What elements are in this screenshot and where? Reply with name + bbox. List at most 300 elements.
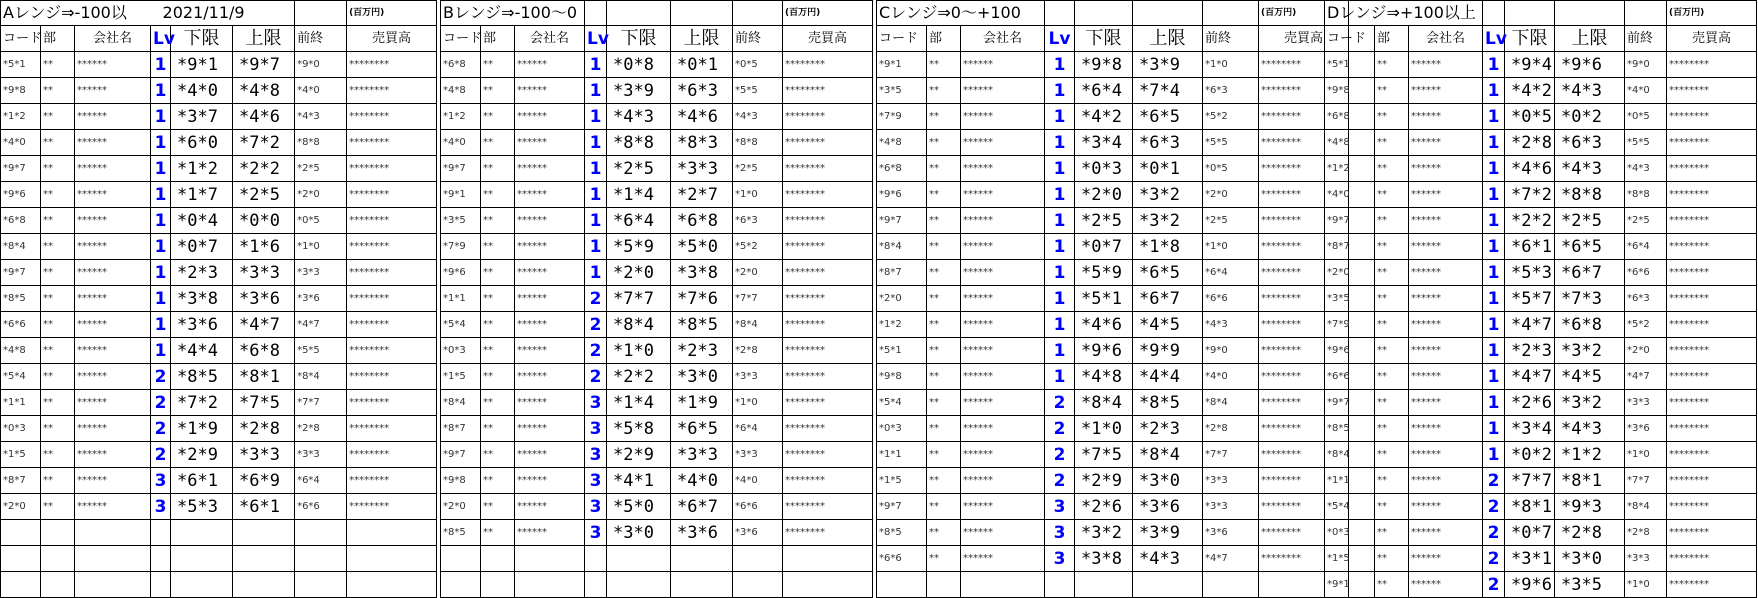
cell-dept[interactable]: ** — [927, 156, 961, 182]
cell-dept[interactable]: ** — [1375, 494, 1409, 520]
cell-dept[interactable]: ** — [41, 234, 75, 260]
cell-upper[interactable]: *3*9 — [1133, 52, 1203, 78]
cell-lower[interactable]: *3*8 — [171, 286, 233, 312]
cell-lower[interactable]: *2*6 — [1075, 494, 1133, 520]
cell-dept[interactable]: ** — [927, 130, 961, 156]
cell-sales[interactable]: ******** — [1667, 364, 1757, 390]
cell-prev[interactable]: *1*0 — [1625, 572, 1667, 598]
empty-cell[interactable] — [151, 546, 171, 572]
cell-lv[interactable]: 1 — [585, 130, 607, 156]
cell-prev[interactable]: *3*3 — [733, 364, 783, 390]
empty-cell[interactable] — [481, 546, 515, 572]
cell-dept[interactable]: ** — [481, 416, 515, 442]
cell-company[interactable]: ****** — [1409, 130, 1483, 156]
cell-code[interactable]: *8*7 — [441, 416, 481, 442]
cell-dept[interactable]: ** — [481, 182, 515, 208]
cell-code[interactable]: *9*7 — [441, 156, 481, 182]
cell-code[interactable]: *5*4 — [1, 364, 41, 390]
cell-sales[interactable]: ******** — [783, 442, 873, 468]
cell-dept[interactable]: ** — [41, 338, 75, 364]
cell-dept[interactable]: ** — [927, 494, 961, 520]
cell-upper[interactable]: *2*2 — [233, 156, 295, 182]
cell-upper[interactable]: *9*7 — [233, 52, 295, 78]
cell-company[interactable]: ****** — [961, 390, 1045, 416]
cell-prev[interactable]: *9*0 — [295, 52, 347, 78]
cell-prev[interactable]: *0*5 — [295, 208, 347, 234]
cell-code[interactable]: *1*1 — [877, 442, 927, 468]
cell-upper[interactable]: *4*3 — [1555, 78, 1625, 104]
cell-upper[interactable]: *3*0 — [1133, 468, 1203, 494]
cell-prev[interactable]: *8*8 — [1625, 182, 1667, 208]
cell-lower[interactable]: *0*7 — [171, 234, 233, 260]
cell-lv[interactable]: 1 — [151, 104, 171, 130]
cell-upper[interactable]: *8*5 — [671, 312, 733, 338]
cell-company[interactable]: ****** — [961, 156, 1045, 182]
cell-upper[interactable]: *6*9 — [233, 468, 295, 494]
cell-lv[interactable]: 1 — [585, 234, 607, 260]
cell-code[interactable]: *4*0 — [1, 130, 41, 156]
cell-upper[interactable]: *0*2 — [1555, 104, 1625, 130]
cell-sales[interactable]: ******** — [783, 260, 873, 286]
empty-cell[interactable] — [151, 572, 171, 598]
cell-prev[interactable]: *8*4 — [295, 364, 347, 390]
cell-sales[interactable]: ******** — [783, 312, 873, 338]
cell-code[interactable]: *8*5 — [441, 520, 481, 546]
cell-upper[interactable]: *3*9 — [1133, 520, 1203, 546]
empty-cell[interactable] — [607, 546, 671, 572]
cell-prev[interactable]: *7*7 — [1625, 468, 1667, 494]
cell-dept[interactable]: ** — [481, 494, 515, 520]
header-prev[interactable]: 前終 — [295, 26, 347, 52]
empty-cell[interactable] — [671, 572, 733, 598]
cell-code[interactable]: *1*5 — [877, 468, 927, 494]
cell-company[interactable]: ****** — [961, 130, 1045, 156]
cell-company[interactable]: ****** — [515, 104, 585, 130]
cell-lv[interactable]: 3 — [1045, 520, 1075, 546]
cell-lv[interactable]: 1 — [1483, 442, 1505, 468]
cell-sales[interactable]: ******** — [347, 338, 437, 364]
cell-prev[interactable]: *1*0 — [295, 234, 347, 260]
empty-cell[interactable] — [1045, 1, 1075, 26]
header-company[interactable]: 会社名 — [75, 26, 151, 52]
cell-code[interactable]: *6*8 — [1325, 104, 1375, 130]
cell-lv[interactable]: 1 — [585, 78, 607, 104]
cell-code[interactable]: *9*6 — [1325, 338, 1375, 364]
cell-code[interactable]: *5*4 — [877, 390, 927, 416]
cell-lower[interactable]: *8*4 — [607, 312, 671, 338]
empty-cell[interactable] — [671, 1, 733, 26]
cell-dept[interactable]: ** — [1375, 416, 1409, 442]
cell-company[interactable]: ****** — [1409, 104, 1483, 130]
cell-lv[interactable]: 2 — [585, 364, 607, 390]
cell-lv[interactable]: 1 — [1045, 364, 1075, 390]
cell-sales[interactable]: ******** — [347, 468, 437, 494]
empty-cell[interactable] — [671, 546, 733, 572]
cell-code[interactable]: *0*3 — [877, 416, 927, 442]
cell-code[interactable]: *7*9 — [1325, 312, 1375, 338]
cell-code[interactable]: *4*8 — [1, 338, 41, 364]
cell-prev[interactable]: *6*6 — [295, 494, 347, 520]
cell-upper[interactable]: *8*1 — [1555, 468, 1625, 494]
cell-dept[interactable]: ** — [41, 182, 75, 208]
cell-company[interactable]: ****** — [515, 130, 585, 156]
cell-lower[interactable]: *2*9 — [1075, 468, 1133, 494]
cell-lower[interactable]: *7*7 — [1505, 468, 1555, 494]
cell-company[interactable]: ****** — [961, 468, 1045, 494]
cell-prev[interactable]: *3*3 — [295, 442, 347, 468]
cell-dept[interactable]: ** — [927, 52, 961, 78]
cell-lv[interactable]: 1 — [1483, 130, 1505, 156]
cell-sales[interactable]: ******** — [1259, 182, 1349, 208]
cell-lower[interactable]: *4*6 — [1075, 312, 1133, 338]
cell-code[interactable]: *9*7 — [1325, 208, 1375, 234]
cell-prev[interactable]: *6*4 — [733, 416, 783, 442]
cell-code[interactable]: *9*6 — [877, 182, 927, 208]
cell-company[interactable]: ****** — [515, 468, 585, 494]
cell-lv[interactable]: 2 — [151, 442, 171, 468]
range-title[interactable]: Aレンジ⇒-100以 — [1, 1, 151, 26]
cell-sales[interactable]: ******** — [1259, 442, 1349, 468]
cell-upper[interactable]: *2*8 — [233, 416, 295, 442]
cell-sales[interactable]: ******** — [347, 208, 437, 234]
cell-dept[interactable]: ** — [481, 442, 515, 468]
units-label[interactable]: (百万円) — [1259, 1, 1349, 26]
empty-cell[interactable] — [233, 546, 295, 572]
cell-company[interactable]: ****** — [1409, 338, 1483, 364]
cell-sales[interactable]: ******** — [1667, 546, 1757, 572]
cell-lower[interactable]: *5*3 — [171, 494, 233, 520]
cell-lv[interactable]: 1 — [1483, 78, 1505, 104]
cell-upper[interactable]: *5*0 — [671, 234, 733, 260]
cell-dept[interactable]: ** — [41, 494, 75, 520]
cell-company[interactable]: ****** — [961, 364, 1045, 390]
cell-prev[interactable]: *1*0 — [1203, 234, 1259, 260]
cell-upper[interactable]: *6*3 — [671, 78, 733, 104]
cell-dept[interactable]: ** — [41, 442, 75, 468]
cell-prev[interactable]: *2*8 — [733, 338, 783, 364]
cell-lv[interactable]: 1 — [1483, 182, 1505, 208]
cell-lv[interactable]: 1 — [1483, 208, 1505, 234]
cell-sales[interactable]: ******** — [1667, 260, 1757, 286]
cell-upper[interactable]: *6*5 — [1555, 234, 1625, 260]
cell-company[interactable]: ****** — [515, 494, 585, 520]
cell-dept[interactable]: ** — [1375, 442, 1409, 468]
cell-company[interactable]: ****** — [75, 468, 151, 494]
cell-company[interactable]: ****** — [961, 494, 1045, 520]
cell-prev[interactable]: *4*7 — [295, 312, 347, 338]
cell-lower[interactable]: *4*0 — [171, 78, 233, 104]
cell-prev[interactable]: *2*0 — [295, 182, 347, 208]
cell-company[interactable]: ****** — [515, 78, 585, 104]
cell-dept[interactable]: ** — [41, 130, 75, 156]
empty-cell[interactable] — [585, 546, 607, 572]
cell-dept[interactable]: ** — [41, 468, 75, 494]
cell-prev[interactable]: *3*3 — [733, 442, 783, 468]
cell-lower[interactable]: *6*4 — [607, 208, 671, 234]
cell-dept[interactable]: ** — [1375, 104, 1409, 130]
cell-upper[interactable]: *8*8 — [1555, 182, 1625, 208]
cell-code[interactable]: *6*8 — [877, 156, 927, 182]
cell-lv[interactable]: 1 — [585, 208, 607, 234]
cell-company[interactable]: ****** — [75, 442, 151, 468]
cell-company[interactable]: ****** — [1409, 312, 1483, 338]
cell-upper[interactable]: *1*9 — [671, 390, 733, 416]
cell-dept[interactable]: ** — [481, 364, 515, 390]
cell-code[interactable]: *1*5 — [1, 442, 41, 468]
cell-dept[interactable]: ** — [1375, 130, 1409, 156]
header-dept[interactable]: 部 — [927, 26, 961, 52]
cell-company[interactable]: ****** — [75, 494, 151, 520]
cell-lv[interactable]: 2 — [585, 312, 607, 338]
cell-code[interactable]: *6*6 — [1, 312, 41, 338]
cell-code[interactable]: *1*2 — [1, 104, 41, 130]
cell-company[interactable]: ****** — [515, 260, 585, 286]
header-upper[interactable]: 上限 — [1555, 26, 1625, 52]
cell-dept[interactable]: ** — [927, 260, 961, 286]
report-date[interactable]: 2021/11/9 — [151, 1, 295, 26]
empty-cell[interactable] — [607, 1, 671, 26]
cell-dept[interactable]: ** — [927, 364, 961, 390]
cell-lv[interactable]: 1 — [1045, 52, 1075, 78]
cell-sales[interactable]: ******** — [1667, 156, 1757, 182]
header-lv[interactable]: Lv — [1045, 26, 1075, 52]
cell-upper[interactable]: *4*8 — [233, 78, 295, 104]
cell-company[interactable]: ****** — [1409, 546, 1483, 572]
cell-upper[interactable]: *7*3 — [1555, 286, 1625, 312]
cell-sales[interactable]: ******** — [1259, 338, 1349, 364]
header-sales[interactable]: 売買高 — [1667, 26, 1757, 52]
cell-lv[interactable]: 1 — [1483, 312, 1505, 338]
cell-lower[interactable]: *3*9 — [607, 78, 671, 104]
cell-company[interactable]: ****** — [515, 208, 585, 234]
cell-sales[interactable]: ******** — [1667, 286, 1757, 312]
header-dept[interactable]: 部 — [1375, 26, 1409, 52]
cell-sales[interactable]: ******** — [1667, 494, 1757, 520]
header-upper[interactable]: 上限 — [671, 26, 733, 52]
cell-sales[interactable]: ******** — [347, 52, 437, 78]
cell-lower[interactable]: *4*3 — [607, 104, 671, 130]
cell-sales[interactable]: ******** — [1259, 260, 1349, 286]
cell-lv[interactable]: 3 — [585, 416, 607, 442]
cell-prev[interactable]: *8*4 — [733, 312, 783, 338]
cell-code[interactable]: *6*8 — [1, 208, 41, 234]
cell-sales[interactable]: ******** — [347, 260, 437, 286]
cell-company[interactable]: ****** — [1409, 156, 1483, 182]
empty-cell[interactable] — [233, 520, 295, 546]
empty-cell[interactable] — [1075, 1, 1133, 26]
cell-company[interactable]: ****** — [961, 234, 1045, 260]
cell-upper[interactable]: *2*3 — [671, 338, 733, 364]
cell-company[interactable]: ****** — [515, 520, 585, 546]
cell-code[interactable]: *9*6 — [1, 182, 41, 208]
range-title[interactable]: Dレンジ⇒+100以上 — [1325, 1, 1483, 26]
cell-lower[interactable]: *4*2 — [1075, 104, 1133, 130]
cell-sales[interactable]: ******** — [347, 364, 437, 390]
cell-sales[interactable]: ******** — [783, 338, 873, 364]
cell-company[interactable]: ****** — [961, 78, 1045, 104]
cell-lower[interactable]: *6*4 — [1075, 78, 1133, 104]
cell-lower[interactable]: *4*2 — [1505, 78, 1555, 104]
cell-lower[interactable]: *8*8 — [607, 130, 671, 156]
cell-sales[interactable]: ******** — [783, 286, 873, 312]
cell-company[interactable]: ****** — [75, 338, 151, 364]
cell-sales[interactable]: ******** — [1259, 364, 1349, 390]
cell-upper[interactable]: *3*3 — [233, 260, 295, 286]
cell-dept[interactable]: ** — [1375, 208, 1409, 234]
cell-lower[interactable]: *1*7 — [171, 182, 233, 208]
header-code[interactable]: コード — [1325, 26, 1375, 52]
cell-lv[interactable]: 1 — [585, 104, 607, 130]
cell-sales[interactable]: ******** — [347, 390, 437, 416]
cell-sales[interactable]: ******** — [1259, 416, 1349, 442]
cell-lv[interactable]: 2 — [585, 338, 607, 364]
cell-sales[interactable]: ******** — [347, 442, 437, 468]
cell-dept[interactable]: ** — [927, 338, 961, 364]
cell-upper[interactable]: *6*8 — [233, 338, 295, 364]
cell-dept[interactable]: ** — [1375, 338, 1409, 364]
cell-lv[interactable]: 1 — [1483, 390, 1505, 416]
cell-code[interactable]: *1*2 — [441, 104, 481, 130]
cell-prev[interactable]: *5*2 — [1625, 312, 1667, 338]
cell-company[interactable]: ****** — [961, 546, 1045, 572]
header-upper[interactable]: 上限 — [1133, 26, 1203, 52]
cell-upper[interactable]: *7*5 — [233, 390, 295, 416]
cell-upper[interactable]: *4*4 — [1133, 364, 1203, 390]
cell-code[interactable]: *1*2 — [877, 312, 927, 338]
cell-company[interactable]: ****** — [961, 416, 1045, 442]
cell-sales[interactable]: ******** — [347, 494, 437, 520]
cell-prev[interactable]: *0*5 — [733, 52, 783, 78]
cell-lower[interactable]: *6*1 — [1505, 234, 1555, 260]
cell-prev[interactable]: *9*0 — [1203, 338, 1259, 364]
cell-sales[interactable]: ******** — [1259, 312, 1349, 338]
cell-code[interactable]: *2*0 — [1325, 260, 1375, 286]
cell-company[interactable]: ****** — [515, 286, 585, 312]
cell-sales[interactable]: ******** — [347, 104, 437, 130]
cell-dept[interactable]: ** — [1375, 260, 1409, 286]
cell-prev[interactable]: *2*8 — [1625, 520, 1667, 546]
cell-lower[interactable]: *9*4 — [1505, 52, 1555, 78]
cell-dept[interactable]: ** — [41, 52, 75, 78]
cell-prev[interactable]: *1*0 — [1203, 52, 1259, 78]
header-code[interactable]: コード — [877, 26, 927, 52]
cell-lower[interactable]: *0*2 — [1505, 442, 1555, 468]
cell-code[interactable]: *8*4 — [1, 234, 41, 260]
cell-lv[interactable]: 1 — [1045, 260, 1075, 286]
cell-dept[interactable]: ** — [481, 104, 515, 130]
cell-lower[interactable]: *9*6 — [1505, 572, 1555, 598]
empty-cell[interactable] — [927, 572, 961, 598]
cell-code[interactable]: *8*4 — [441, 390, 481, 416]
cell-prev[interactable]: *4*3 — [1203, 312, 1259, 338]
cell-lower[interactable]: *2*2 — [1505, 208, 1555, 234]
cell-company[interactable]: ****** — [961, 312, 1045, 338]
empty-cell[interactable] — [783, 572, 873, 598]
cell-lv[interactable]: 3 — [585, 468, 607, 494]
cell-lower[interactable]: *3*1 — [1505, 546, 1555, 572]
cell-upper[interactable]: *4*6 — [671, 104, 733, 130]
empty-cell[interactable] — [441, 572, 481, 598]
cell-company[interactable]: ****** — [1409, 208, 1483, 234]
cell-code[interactable]: *2*0 — [1, 494, 41, 520]
cell-upper[interactable]: *3*2 — [1133, 208, 1203, 234]
cell-dept[interactable]: ** — [927, 78, 961, 104]
cell-sales[interactable]: ******** — [1667, 390, 1757, 416]
cell-lower[interactable]: *3*2 — [1075, 520, 1133, 546]
empty-cell[interactable] — [41, 546, 75, 572]
cell-code[interactable]: *7*9 — [877, 104, 927, 130]
units-label[interactable]: (百万円) — [1667, 1, 1757, 26]
cell-prev[interactable]: *2*5 — [1203, 208, 1259, 234]
cell-code[interactable]: *9*7 — [441, 442, 481, 468]
cell-code[interactable]: *9*8 — [877, 364, 927, 390]
cell-code[interactable]: *3*5 — [877, 78, 927, 104]
cell-sales[interactable]: ******** — [1259, 286, 1349, 312]
cell-upper[interactable]: *6*8 — [671, 208, 733, 234]
empty-cell[interactable] — [347, 520, 437, 546]
cell-lv[interactable]: 1 — [1045, 130, 1075, 156]
cell-upper[interactable]: *3*2 — [1555, 338, 1625, 364]
cell-prev[interactable]: *6*4 — [1203, 260, 1259, 286]
cell-lower[interactable]: *2*6 — [1505, 390, 1555, 416]
cell-prev[interactable]: *2*5 — [733, 156, 783, 182]
cell-lower[interactable]: *8*1 — [1505, 494, 1555, 520]
cell-sales[interactable]: ******** — [347, 286, 437, 312]
cell-dept[interactable]: ** — [481, 286, 515, 312]
cell-sales[interactable]: ******** — [1259, 468, 1349, 494]
cell-company[interactable]: ****** — [1409, 364, 1483, 390]
cell-sales[interactable]: ******** — [347, 182, 437, 208]
cell-prev[interactable]: *4*0 — [1625, 78, 1667, 104]
cell-lv[interactable]: 1 — [585, 260, 607, 286]
cell-lower[interactable]: *1*0 — [1075, 416, 1133, 442]
cell-prev[interactable]: *2*8 — [295, 416, 347, 442]
cell-code[interactable]: *8*4 — [877, 234, 927, 260]
cell-upper[interactable]: *4*5 — [1133, 312, 1203, 338]
empty-cell[interactable] — [151, 520, 171, 546]
cell-code[interactable]: *4*8 — [441, 78, 481, 104]
empty-cell[interactable] — [233, 572, 295, 598]
cell-lower[interactable]: *7*5 — [1075, 442, 1133, 468]
empty-cell[interactable] — [171, 520, 233, 546]
cell-upper[interactable]: *1*6 — [233, 234, 295, 260]
cell-sales[interactable]: ******** — [1667, 312, 1757, 338]
cell-company[interactable]: ****** — [515, 338, 585, 364]
cell-dept[interactable]: ** — [927, 416, 961, 442]
cell-lower[interactable]: *9*1 — [171, 52, 233, 78]
cell-lower[interactable]: *1*4 — [607, 182, 671, 208]
cell-lower[interactable]: *5*0 — [607, 494, 671, 520]
cell-code[interactable]: *9*7 — [1325, 390, 1375, 416]
cell-sales[interactable]: ******** — [783, 156, 873, 182]
cell-company[interactable]: ****** — [1409, 494, 1483, 520]
cell-lower[interactable]: *7*2 — [171, 390, 233, 416]
cell-code[interactable]: *9*1 — [877, 52, 927, 78]
header-upper[interactable]: 上限 — [233, 26, 295, 52]
cell-code[interactable]: *6*8 — [441, 52, 481, 78]
empty-cell[interactable] — [733, 572, 783, 598]
cell-lower[interactable]: *0*4 — [171, 208, 233, 234]
cell-code[interactable]: *6*6 — [1325, 364, 1375, 390]
cell-lv[interactable]: 3 — [151, 494, 171, 520]
cell-sales[interactable]: ******** — [1667, 416, 1757, 442]
header-lv[interactable]: Lv — [585, 26, 607, 52]
cell-lower[interactable]: *0*7 — [1505, 520, 1555, 546]
cell-prev[interactable]: *5*2 — [1203, 104, 1259, 130]
cell-lv[interactable]: 1 — [151, 208, 171, 234]
cell-prev[interactable]: *8*8 — [295, 130, 347, 156]
cell-lv[interactable]: 1 — [1483, 156, 1505, 182]
